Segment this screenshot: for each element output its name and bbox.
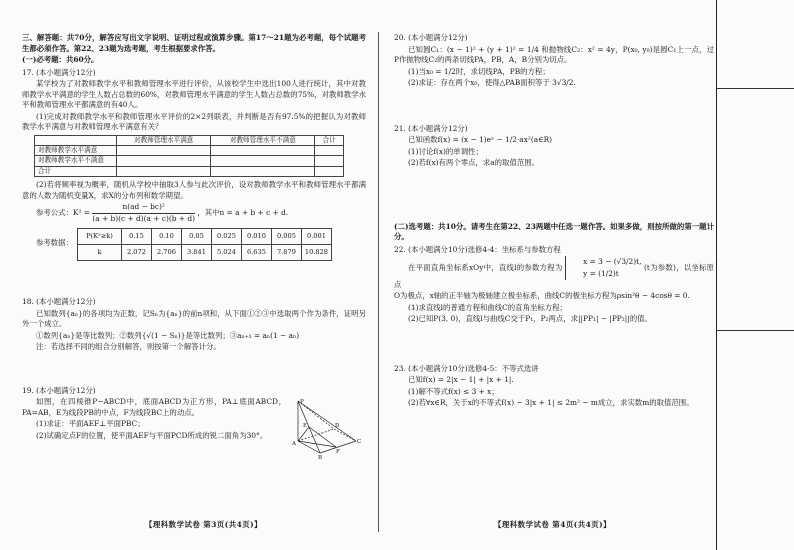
p-value-cell: 0.15 <box>121 229 151 245</box>
q22-stem-a: 在平面直角坐标系xOy中，直线l的参数方程为 <box>408 263 563 273</box>
table-row-label: 对教师教学水平满意 <box>35 146 117 156</box>
optional-section-heading: (二)选考题：共10分。请考生在第22、23两题中任选一题作答。如果多做，则按所做的第一题计分。 <box>394 221 714 242</box>
q19-part1: (1)求证：平面AEF⊥平面PBC； <box>36 419 145 429</box>
table-header-cell <box>35 135 117 145</box>
q23-title: 23. (本小题满分10分)选修4-5：不等式选讲 <box>394 363 539 373</box>
p-value-cell: 0.025 <box>211 229 241 245</box>
critical-value-table <box>77 228 332 261</box>
edge-dc <box>334 429 356 441</box>
table-row <box>77 229 331 245</box>
label-c: C <box>357 439 362 446</box>
k-value-cell: 3.841 <box>181 245 211 261</box>
answer-space <box>394 170 714 222</box>
q23-part1: (1)解不等式f(x) ≤ 3 + x； <box>408 386 499 396</box>
page-4-footer: 【理科数学试卷 第4页(共4页)】 <box>494 520 612 529</box>
binding-margin-rule <box>716 0 717 550</box>
page-3-content <box>22 33 366 459</box>
q23-part2: (2)若∀x∈R，关于x的不等式f(x) − 3|x + 1| ≤ 2m² − m成立，求实数m的取值范围。 <box>408 398 694 408</box>
table-row-label: 合计 <box>35 166 117 176</box>
p-value-cell: 0.001 <box>301 229 331 245</box>
q22-param-note: (t为参数)，以坐标原点 <box>394 263 714 289</box>
q21-part1: (1)讨论f(x)的单调性； <box>408 146 483 156</box>
table-cell <box>211 156 315 166</box>
table-cell <box>117 156 211 166</box>
answer-space <box>22 354 366 384</box>
q17-stem: 某学校为了对教师教学水平和教师管理水平进行评价，从该校学生中选出100人进行统计，其中对教师教学水平满意的学生人数占总数的60%，对教师管理水平满意的学生人数占总数的75%，对教师教学水平和教师管理水平都满意的有40人。 <box>22 79 366 110</box>
page-gutter-divider <box>378 32 379 532</box>
table-cell <box>117 146 211 156</box>
k-value-cell: 6.635 <box>241 245 271 261</box>
q17-reference-data <box>22 225 366 261</box>
table-row <box>35 156 344 166</box>
label-e: E <box>303 423 308 430</box>
edge-ad <box>298 429 334 441</box>
answer-space <box>394 326 714 364</box>
p-value-cell: 0.05 <box>181 229 211 245</box>
table-header-cell: P(K²≥k) <box>77 229 121 245</box>
label-d: D <box>335 423 340 430</box>
p-value-cell: 0.010 <box>241 229 271 245</box>
table-header-cell: 对教师管理水平不满意 <box>211 135 315 145</box>
page-3-footer: 【理科数学试卷 第3页(共4页)】 <box>145 520 263 529</box>
table-cell <box>117 166 211 176</box>
q22-part1: (1)求直线l的普通方程和曲线C的直角坐标方程； <box>408 302 567 312</box>
segment-ae <box>298 427 309 441</box>
parametric-system <box>565 256 641 280</box>
table-cell <box>211 146 315 156</box>
q17-title: 17. (本小题满分12分) <box>22 67 96 77</box>
q17-reference-formula <box>22 202 366 224</box>
q20-title: 20. (本小题满分12分) <box>394 33 468 42</box>
formula-label: 参考公式：K² = <box>36 208 90 218</box>
table-header-cell: k <box>77 245 121 261</box>
chi-square-fraction <box>92 202 195 224</box>
q18-conditions: ①数列{aₙ}是等比数列；②数列{√(1 − Sₙ)}是等比数列；③aₙ₊₁ = aₙ(1 − aₙ) <box>36 330 300 340</box>
q20-part2: (2)求证：存在两个x₀，使得△PAB面积等于 3√3/2. <box>408 78 576 88</box>
q19-title: 19. (本小题满分12分) <box>22 385 96 395</box>
q19-part2: (2)试确定点F的位置，使平面AEF与平面PCD所成的锐二面角为30°。 <box>36 430 268 440</box>
q18-note: 注：若选择不同的组合分别解答，则按第一个解答计分。 <box>36 342 221 352</box>
k-value-cell: 2.072 <box>121 245 151 261</box>
label-a: A <box>292 441 296 448</box>
answer-space <box>22 261 366 295</box>
q23-stem: 已知f(x) = 2|x − 1| + |x + 1|. <box>408 375 514 385</box>
q21-title: 21. (本小题满分12分) <box>394 123 468 133</box>
table-row <box>35 146 344 156</box>
binding-margin-rule-top <box>716 88 794 89</box>
table-header-cell: 对教师管理水平满意 <box>117 135 211 145</box>
p-value-cell: 0.10 <box>151 229 181 245</box>
q22-stem-b: O为极点，x轴的正半轴为极轴建立极坐标系，曲线C的极坐标方程为ρsin²θ − 4cosθ = 0. <box>394 291 690 301</box>
parametric-eq-y: y = (1/2)t <box>583 269 619 279</box>
q22-part2: (2)已知P(3, 0)，直线l与曲线C交于P₁，P₂两点，求||PP₁| − |PP₂||的值。 <box>408 314 652 324</box>
q20-stem: 已知圆C₁：(x − 1)² + (y + 1)² = 1/4 和抛物线C₂：x² = 4y，P(x₀, y₀)是圆C₁上一点，过P作抛物线C₂的两条切线PA，PB，A，B分别为切点。 <box>394 44 714 65</box>
section-3-heading: 三、解答题：共70分，解答应写出文字说明、证明过程或演算步骤。第17～21题为必考题，每个试题考生都必须作答。第22、23题为选考题，考生根据要求作答。 <box>22 33 366 53</box>
k-value-cell: 5.024 <box>211 245 241 261</box>
table-cell <box>315 166 344 176</box>
table-row <box>35 135 344 145</box>
q20-part1: (1)当x₀ = 1/2时，求切线PA，PB的方程； <box>408 66 550 76</box>
page-4-content <box>394 33 714 410</box>
pyramid-figure <box>290 397 362 459</box>
q17-contingency-table <box>34 135 344 177</box>
label-b: B <box>318 455 323 460</box>
table-row <box>77 245 331 261</box>
formula-numerator: n(ad − bc)² <box>92 202 195 214</box>
q22-title: 22. (本小题满分10分)选修4-4：坐标系与参数方程 <box>394 244 561 254</box>
q17-part1: (1)完成对教师教学水平和教师管理水平评价的2×2列联表，并判断是否有97.5%的把握认为对教师教学水平满意与对教师管理水平满意有关？ <box>22 111 366 132</box>
table-cell <box>211 166 315 176</box>
q22-stem <box>394 256 714 290</box>
q17-part2: (2)若将频率视为概率，随机从学校中抽取3人参与此次评价，设对教师教学水平和教师管理水平都满意的人数为随机变量X，求X的分布列和数学期望。 <box>22 180 366 200</box>
label-p: P <box>300 399 304 406</box>
q21-part2: (2)若f(x)有两个零点，求a的取值范围。 <box>408 158 540 168</box>
answer-space <box>394 90 714 124</box>
table-cell <box>315 146 344 156</box>
q18-title: 18. (本小题满分12分) <box>22 297 96 307</box>
table-header-cell: 合计 <box>315 135 344 145</box>
k-value-cell: 7.879 <box>271 245 301 261</box>
k-value-cell: 2.706 <box>151 245 181 261</box>
table-cell <box>315 156 344 166</box>
q19-stem: 如图，在四棱锥P−ABCD中，底面ABCD为正方形，PA⊥底面ABCD，PA=AB，E为线段PB的中点，F为线段BC上的动点。 <box>22 397 286 417</box>
parametric-eq-x: x = 3 − (√3/2)t, <box>583 257 642 267</box>
table-row-label: 对教师教学水平不满意 <box>35 156 117 166</box>
label-f: F <box>336 449 340 456</box>
formula-tail: ，其中n = a + b + c + d. <box>197 208 289 218</box>
required-section-heading: (一)必考题：共60分。 <box>22 55 99 65</box>
p-value-cell: 0.005 <box>271 229 301 245</box>
reference-data-label: 参考数据： <box>36 237 73 247</box>
binding-margin-rule-bottom <box>716 330 794 331</box>
formula-denominator: (a + b)(c + d)(a + c)(b + d) <box>92 213 195 223</box>
table-row <box>35 166 344 176</box>
q18-stem: 已知数列{aₙ}的各项均为正数，记Sₙ为{aₙ}的前n项和，从下面①②③中选取两个作为条件，证明另外一个成立。 <box>22 308 366 329</box>
k-value-cell: 10.828 <box>301 245 331 261</box>
q21-stem: 已知函数f(x) = (x − 1)eˣ − 1/2·ax²(a∈R) <box>408 135 553 145</box>
